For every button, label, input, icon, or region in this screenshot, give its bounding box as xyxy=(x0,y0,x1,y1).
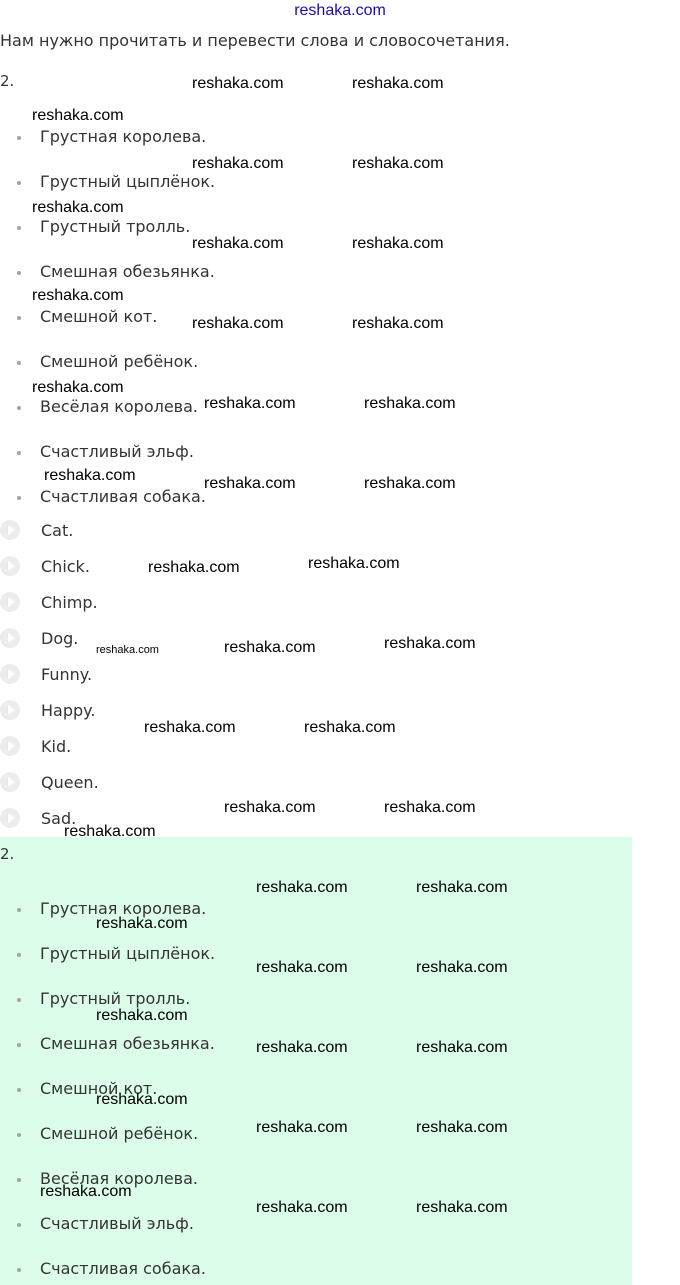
bullet-dot xyxy=(17,136,21,140)
bullet-dot xyxy=(17,998,21,1002)
task-number: 2. xyxy=(0,72,15,90)
bullet-dot xyxy=(17,406,21,410)
play-icon[interactable] xyxy=(0,808,20,828)
watermark: reshaka.com xyxy=(192,315,284,332)
bullet-dot xyxy=(17,226,21,230)
watermark: reshaka.com xyxy=(304,719,396,736)
bullet-dot xyxy=(17,1268,21,1272)
play-icon[interactable] xyxy=(0,772,20,792)
watermark: reshaka.com xyxy=(96,1091,188,1108)
watermark: reshaka.com xyxy=(352,235,444,252)
watermark: reshaka.com xyxy=(256,879,348,896)
watermark: reshaka.com xyxy=(44,467,136,484)
site-link[interactable]: reshaka.com xyxy=(294,2,386,19)
watermark: reshaka.com xyxy=(64,823,156,840)
watermark: reshaka.com xyxy=(416,1119,508,1136)
watermark: reshaka.com xyxy=(224,639,316,656)
bullet-dot xyxy=(17,451,21,455)
answer-number: 2. xyxy=(0,845,15,863)
watermark: reshaka.com xyxy=(364,395,456,412)
watermark: reshaka.com xyxy=(416,1039,508,1056)
watermark: reshaka.com xyxy=(416,1199,508,1216)
intro-text: Нам нужно прочитать и перевести слова и словосочетания. xyxy=(0,31,510,50)
watermark: reshaka.com xyxy=(352,315,444,332)
bullet-dot xyxy=(17,1043,21,1047)
bullet-dot xyxy=(17,1178,21,1182)
play-icon[interactable] xyxy=(0,556,20,576)
watermark: reshaka.com xyxy=(144,719,236,736)
bullet-dot xyxy=(17,361,21,365)
bullet-dot xyxy=(17,953,21,957)
bullet-dot xyxy=(17,908,21,912)
play-icon[interactable] xyxy=(0,664,20,684)
watermark: reshaka.com xyxy=(192,235,284,252)
watermark: reshaka.com xyxy=(256,959,348,976)
watermark: reshaka.com xyxy=(204,395,296,412)
watermark: reshaka.com xyxy=(32,287,124,304)
watermark: reshaka.com xyxy=(204,475,296,492)
bullet-dot xyxy=(17,496,21,500)
bullet-dot xyxy=(17,271,21,275)
watermark: reshaka.com xyxy=(416,959,508,976)
watermark: reshaka.com xyxy=(352,155,444,172)
watermark: reshaka.com xyxy=(192,155,284,172)
watermark: reshaka.com xyxy=(192,75,284,92)
bullet-dot xyxy=(17,1133,21,1137)
play-icon[interactable] xyxy=(0,520,20,540)
play-icon[interactable] xyxy=(0,628,20,648)
watermark: reshaka.com xyxy=(40,1183,132,1200)
bullet-dot xyxy=(17,181,21,185)
watermark: reshaka.com xyxy=(96,915,188,932)
watermark: reshaka.com xyxy=(416,879,508,896)
watermark: reshaka.com xyxy=(384,799,476,816)
play-icon[interactable] xyxy=(0,700,20,720)
watermark: reshaka.com xyxy=(308,555,400,572)
bullet-dot xyxy=(17,316,21,320)
watermark: reshaka.com xyxy=(96,644,159,656)
watermark: reshaka.com xyxy=(384,635,476,652)
watermark: reshaka.com xyxy=(32,107,124,124)
bullet-dot xyxy=(17,1223,21,1227)
play-icon[interactable] xyxy=(0,592,20,612)
play-icon[interactable] xyxy=(0,736,20,756)
watermark: reshaka.com xyxy=(32,379,124,396)
watermark: reshaka.com xyxy=(364,475,456,492)
watermark: reshaka.com xyxy=(352,75,444,92)
watermark: reshaka.com xyxy=(256,1199,348,1216)
watermark: reshaka.com xyxy=(96,1007,188,1024)
watermark: reshaka.com xyxy=(32,199,124,216)
watermark: reshaka.com xyxy=(224,799,316,816)
bullet-dot xyxy=(17,1088,21,1092)
watermark: reshaka.com xyxy=(256,1119,348,1136)
watermark: reshaka.com xyxy=(256,1039,348,1056)
watermark: reshaka.com xyxy=(148,559,240,576)
